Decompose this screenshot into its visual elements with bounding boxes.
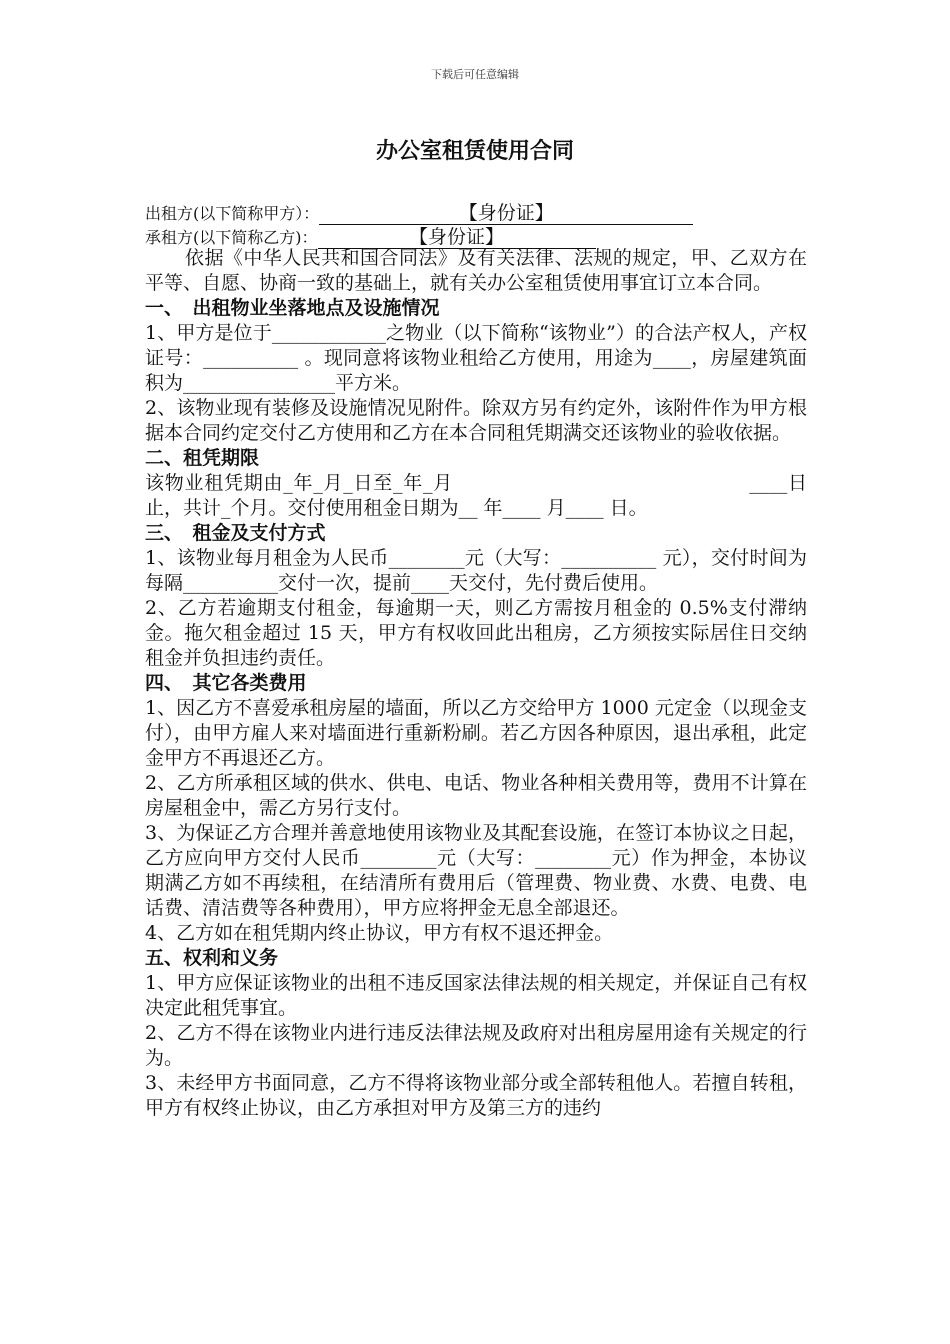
section-heading-2: 二、租凭期限 [145, 447, 260, 469]
clause-3-1: 1、该物业每月租金为人民币________元（大写：__________ 元），交付时间为每隔__________交付一次，提前____天交付，先付费后使用。 [145, 547, 807, 594]
header-note: 下载后可任意编辑 [431, 68, 519, 81]
clause-1-2: 2、该物业现有装修及设施情况见附件。除双方另有约定外，该附件作为甲方根据本合同约定交付乙方使用和乙方在本合同租凭期满交还该物业的验收依据。 [145, 397, 807, 444]
lessee-label: 承租方(以下简称乙方)： [145, 228, 318, 247]
clause-4-4: 4、乙方如在租凭期内终止协议，甲方有权不退还押金。 [145, 922, 614, 944]
clause-4-3: 3、为保证乙方合理并善意地使用该物业及其配套设施，在签订本协议之日起，乙方应向甲方交付人民币________元（大写：________元）作为押金，本协议期满乙方如不再续租，在结清所有费用后（管理费、物业费、水费、电费、电话费、清洁费等各种费用），甲方应将押金无息全部退还。 [145, 822, 807, 919]
section-heading-3: 三、 租金及支付方式 [145, 522, 326, 544]
lessor-label: 出租方(以下简称甲方）： [145, 204, 320, 223]
lessee-id-field: 【身份证】 [318, 226, 596, 249]
section-heading-4: 四、 其它各类费用 [145, 672, 307, 694]
clause-4-1: 1、因乙方不喜爱承租房屋的墙面，所以乙方交给甲方 1000 元定金（以现金支付），由甲方雇人来对墙面进行重新粉刷。若乙方因各种原因，退出承租，此定金甲方不再退还乙方。 [145, 697, 807, 769]
lessor-line [145, 202, 693, 225]
section-heading-1: 一、 出租物业坐落地点及设施情况 [145, 297, 440, 319]
clause-3-2: 2、乙方若逾期支付租金，每逾期一天，则乙方需按月租金的 0.5%支付滞纳金。拖欠租金超过 15 天，甲方有权收回此出租房，乙方须按实际居住日交纳租金并负担违约责任。 [145, 597, 807, 669]
section-heading-5: 五、权利和义务 [145, 947, 279, 969]
clause-5-1: 1、甲方应保证该物业的出租不违反国家法律法规的相关规定，并保证自己有权决定此租凭事宜。 [145, 972, 807, 1019]
clause-2-1: 该物业租凭期由_年_月_日至_年_月 ____日止，共计_个月。交付使用租金日期为__ 年____ 月____ 日。 [145, 472, 807, 519]
clause-1-1: 1、甲方是位于____________之物业（以下简称“该物业”）的合法产权人，产权证号：__________ 。现同意将该物业租给乙方使用，用途为____，房屋建筑面积为________________平方米。 [145, 322, 807, 394]
contract-body [145, 246, 807, 1121]
clause-5-3: 3、未经甲方书面同意，乙方不得将该物业部分或全部转租他人。若擅自转租，甲方有权终止协议，由乙方承担对甲方及第三方的违约 [145, 1072, 807, 1119]
clause-5-2: 2、乙方不得在该物业内进行违反法律法规及政府对出租房屋用途有关规定的行为。 [145, 1022, 807, 1069]
lessor-id-field: 【身份证】 [319, 202, 693, 225]
preamble: 依据《中华人民共和国合同法》及有关法律、法规的规定，甲、乙双方在平等、自愿、协商一致的基础上，就有关办公室租赁使用事宜订立本合同。 [145, 247, 807, 294]
document-title: 办公室租赁使用合同 [375, 139, 574, 164]
clause-4-2: 2、乙方所承租区域的供水、供电、电话、物业各种相关费用等，费用不计算在房屋租金中，需乙方另行支付。 [145, 772, 807, 819]
